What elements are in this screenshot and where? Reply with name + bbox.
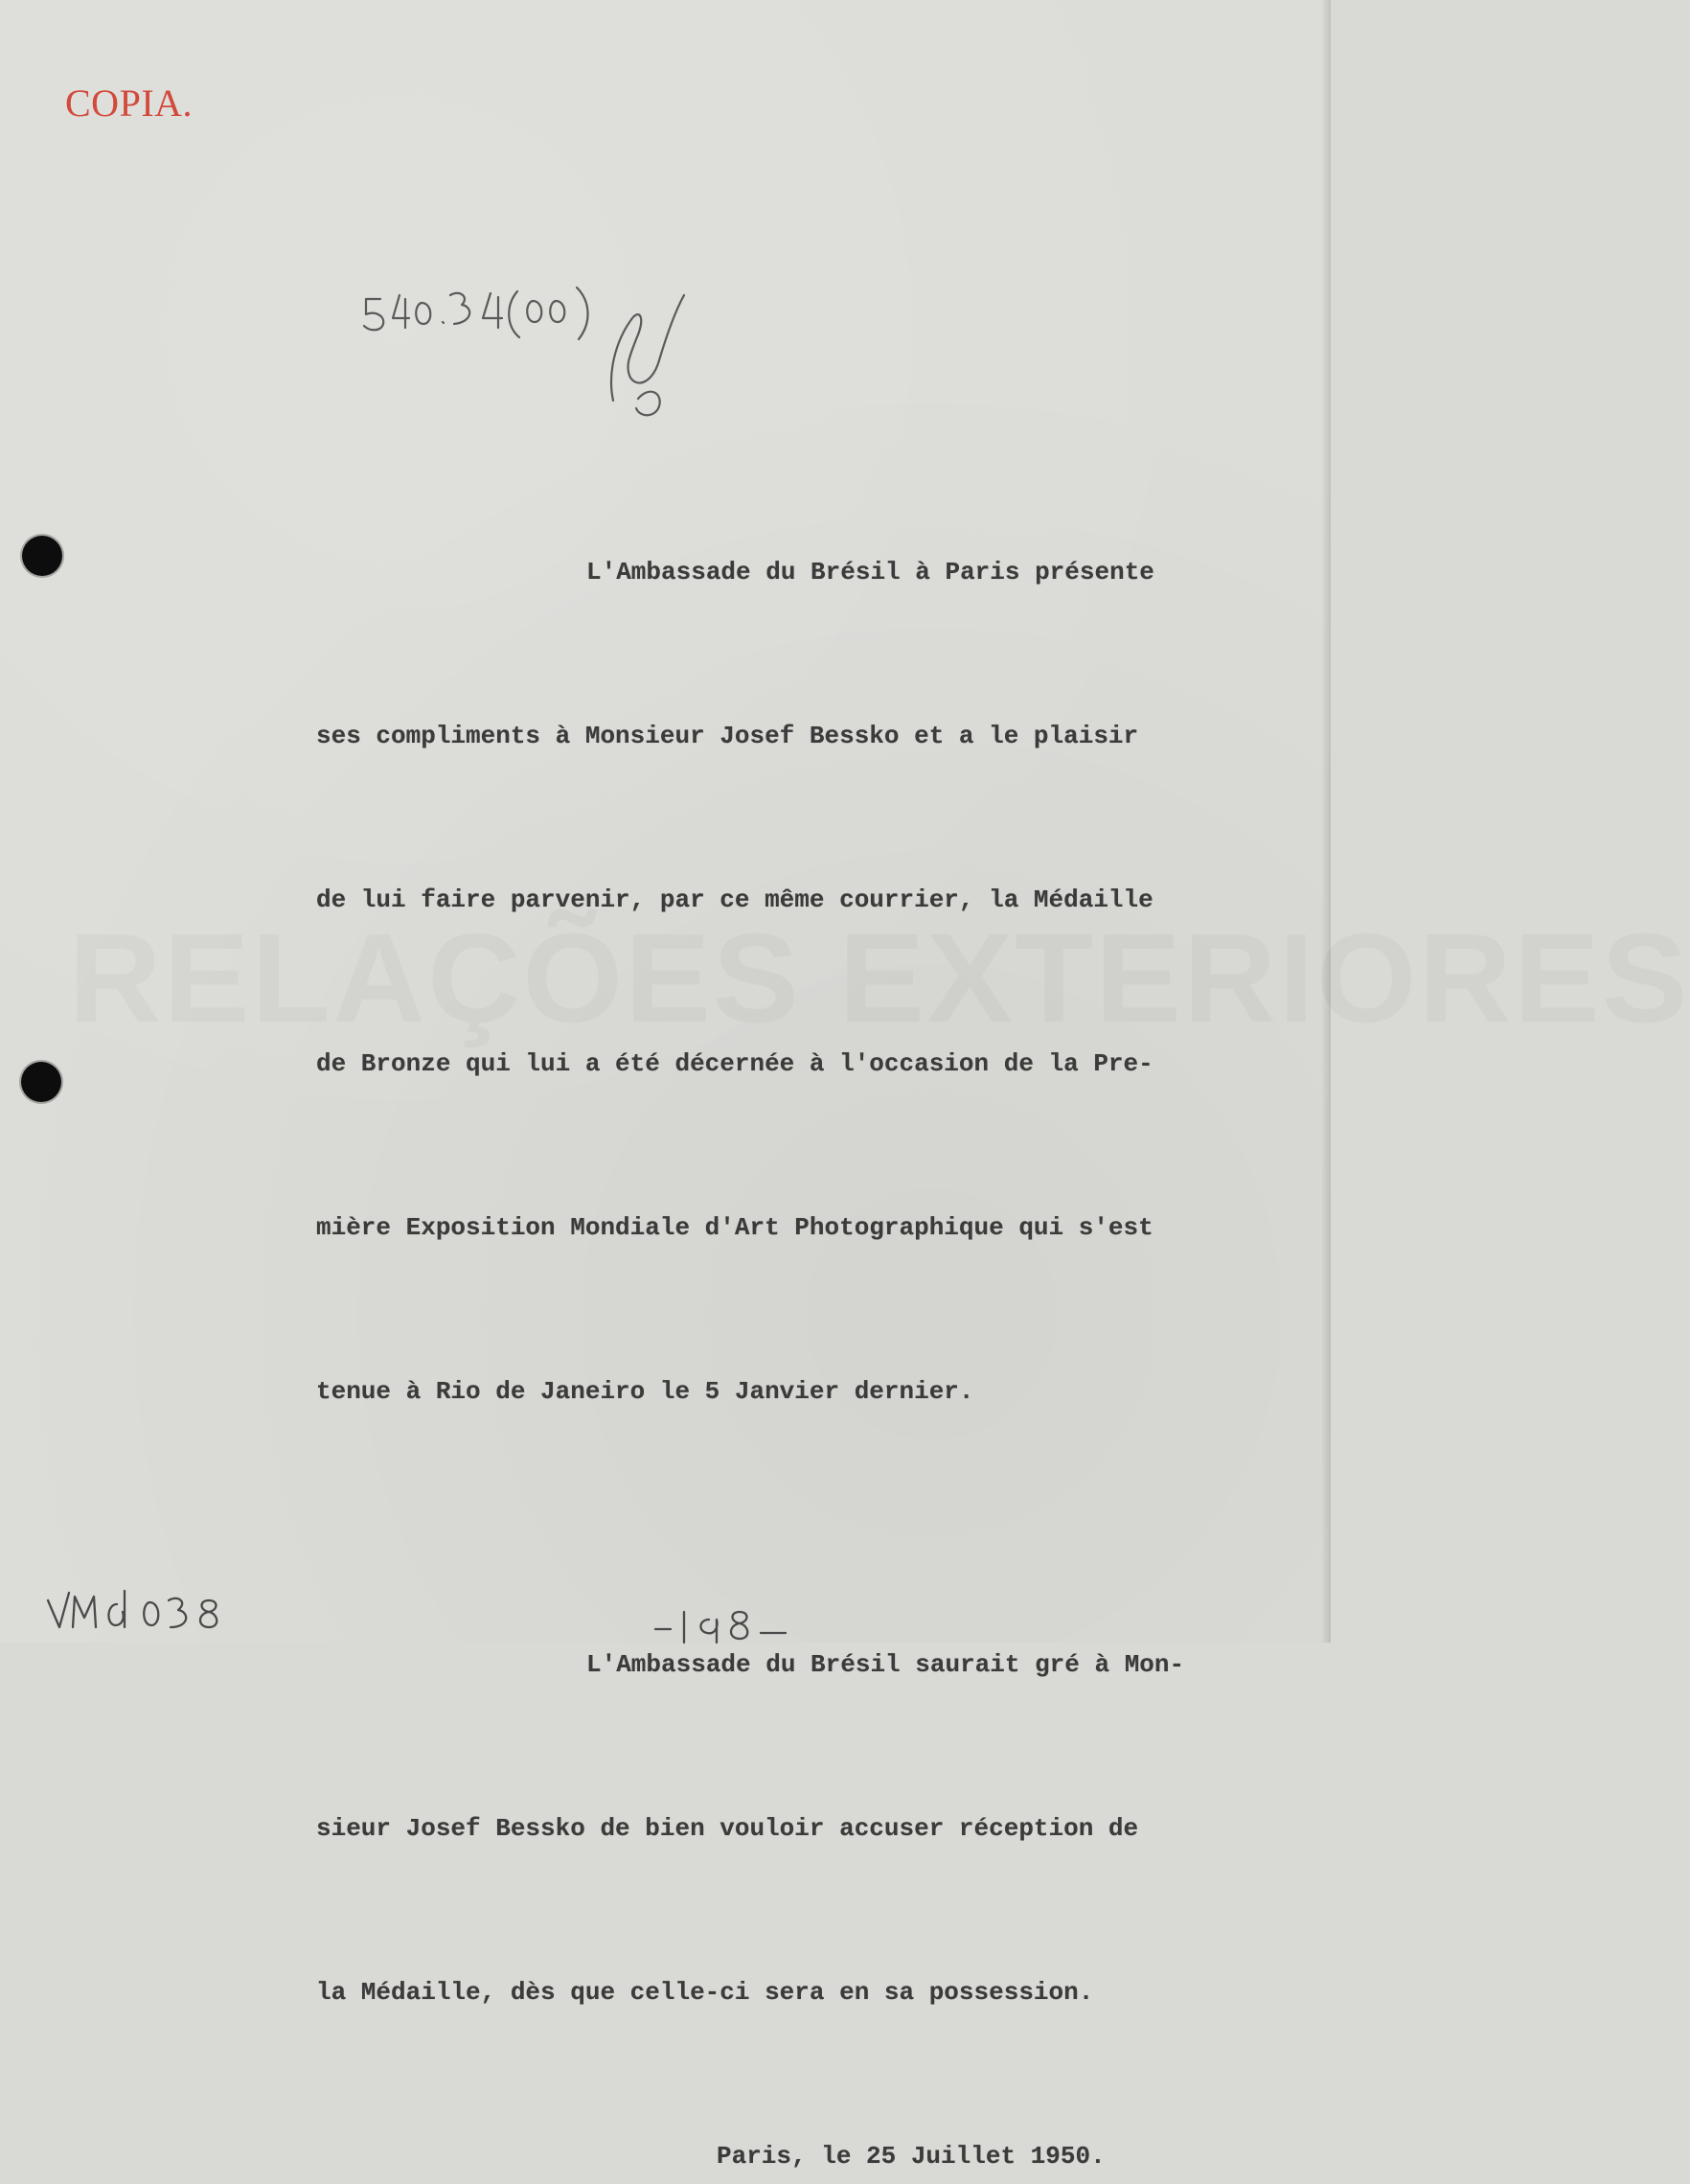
letter-line: ses compliments à Monsieur Josef Bessko et a le plaisir bbox=[316, 722, 1139, 750]
letter-paragraph-1 bbox=[316, 436, 1255, 1529]
punch-hole-bottom bbox=[21, 1062, 61, 1102]
page-number-handwritten bbox=[651, 1595, 795, 1652]
date-line: Paris, le 25 Juillet 1950. bbox=[717, 2142, 1106, 2171]
punch-hole-top bbox=[22, 536, 62, 576]
letter-line: de Bronze qui lui a été décernée à l'occasion de la Pre- bbox=[316, 1049, 1153, 1078]
copia-stamp: COPIA. bbox=[65, 81, 194, 125]
letter-line: tenue à Rio de Janeiro le 5 Janvier dernier. bbox=[316, 1377, 974, 1406]
letter-line: L'Ambassade du Brésil à Paris présente bbox=[586, 558, 1154, 586]
archive-code-handwritten bbox=[42, 1579, 224, 1646]
letter-line: de lui faire parvenir, par ce même courrier, la Médaille bbox=[316, 885, 1153, 914]
page-edge-shadow bbox=[1321, 0, 1331, 1643]
letter-line: L'Ambassade du Brésil saurait gré à Mon- bbox=[586, 1650, 1185, 1679]
letter-line: sieur Josef Bessko de bien vouloir accuser réception de bbox=[316, 1814, 1139, 1843]
letter-line: la Médaille, dès que celle-ci sera en sa possession. bbox=[316, 1978, 1094, 2007]
letter-line: mière Exposition Mondiale d'Art Photographique qui s'est bbox=[316, 1213, 1153, 1242]
letter-body bbox=[316, 436, 1255, 2184]
handwritten-reference bbox=[356, 286, 759, 429]
